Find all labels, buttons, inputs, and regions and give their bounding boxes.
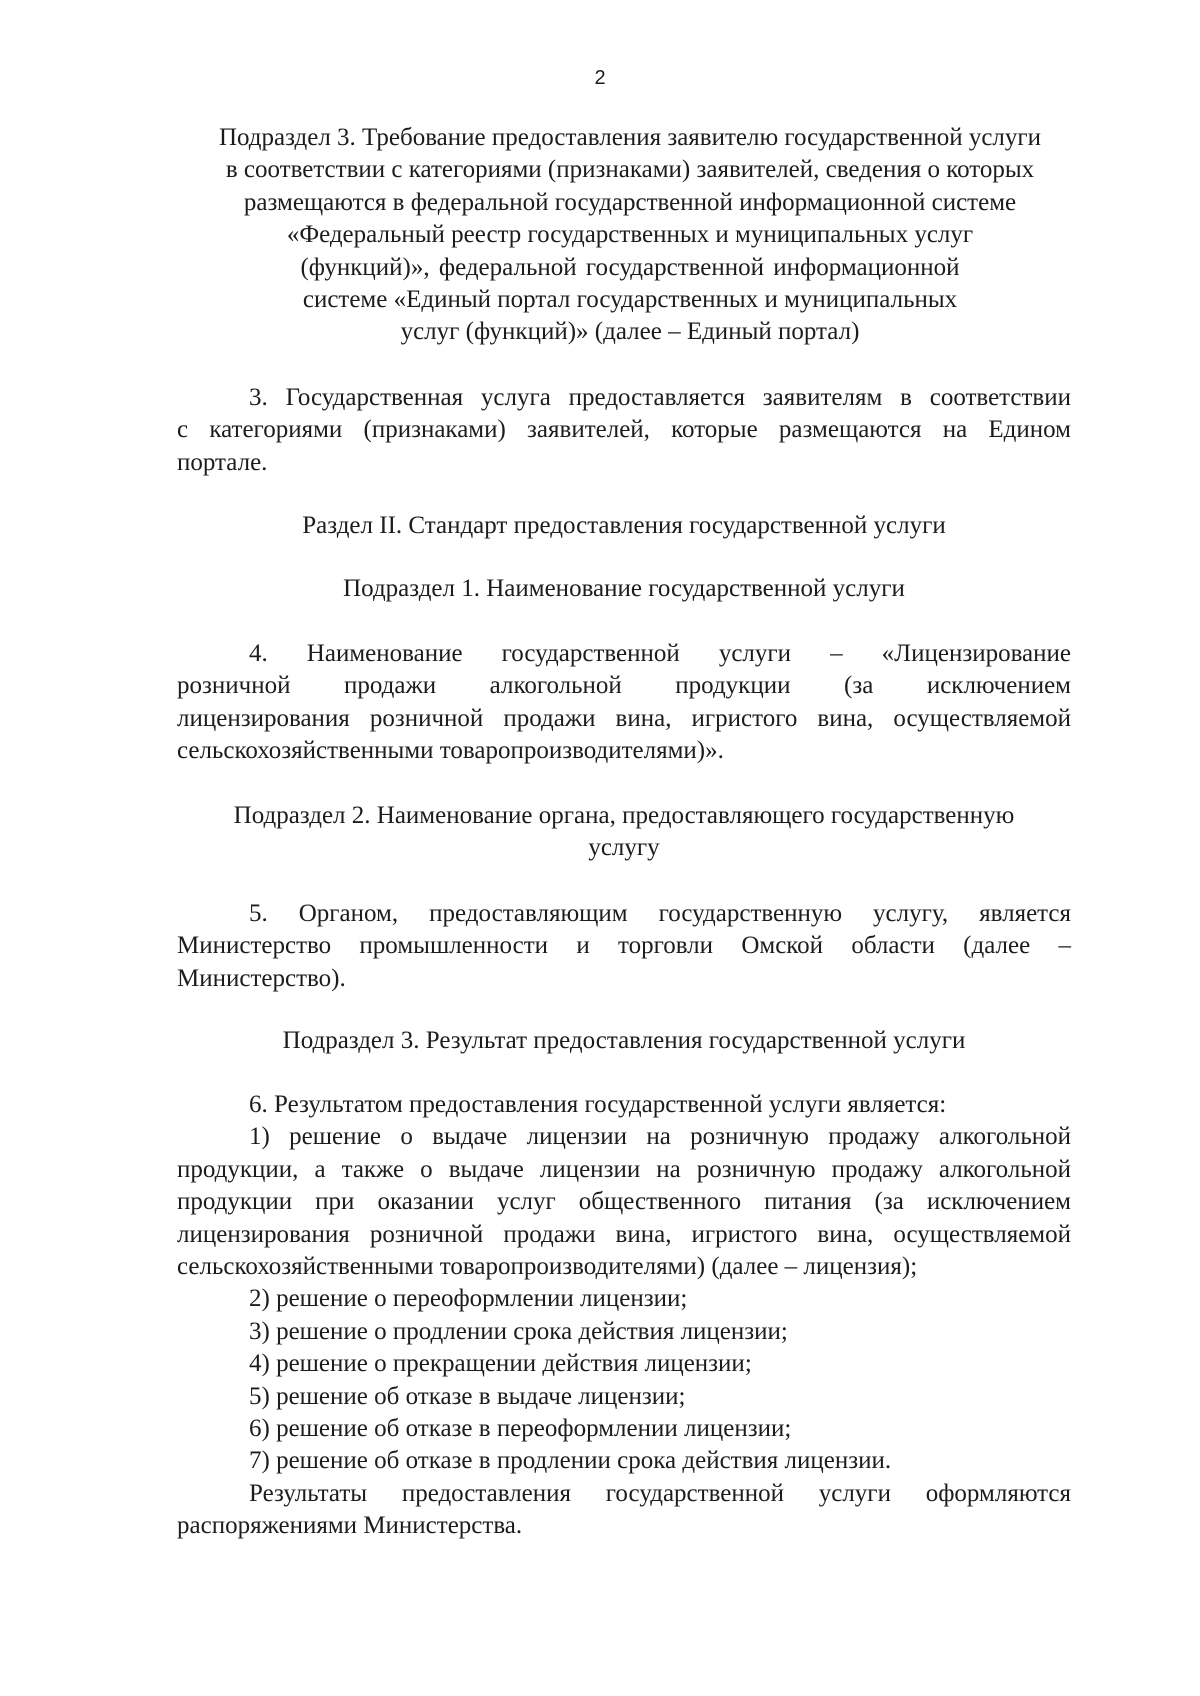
heading-line: в соответствии с категориями (признаками) заявителей, сведения о которых: [225, 156, 1035, 184]
list-item-line: лицензирования розничной продажи вина, игристого вина, осуществляемой: [177, 1220, 1071, 1248]
list-item: 3) решение о продлении срока действия лицензии;: [249, 1317, 788, 1345]
section-2-heading: Раздел II. Стандарт предоставления государственной услуги: [302, 512, 946, 539]
page-number: 2: [594, 67, 606, 89]
subsection-3-result-heading: Подраздел 3. Результат предоставления государственной услуги: [282, 1027, 966, 1054]
paragraph-item-6: [177, 1089, 1071, 1543]
list-item-line: 1) решение о выдаче лицензии на розничную продажу алкогольной: [249, 1123, 1071, 1151]
paragraph-item-5: [177, 898, 1071, 995]
list-item: 5) решение об отказе в выдаче лицензии;: [249, 1382, 686, 1410]
list-item: 4) решение о прекращении действия лицензии;: [249, 1350, 752, 1378]
paragraph-item-3: [177, 382, 1071, 479]
paragraph-line: 5. Органом, предоставляющим государственную услугу, является: [249, 900, 1071, 927]
paragraph-line: лицензирования розничной продажи вина, игристого вина, осуществляемой: [177, 704, 1071, 732]
conclusion-line: Результаты предоставления государственной услуги оформляются: [249, 1479, 1071, 1507]
heading-line: системе «Единый портал государственных и муниципальных: [302, 286, 958, 314]
list-item: 2) решение о переоформлении лицензии;: [249, 1285, 688, 1313]
paragraph-line: Министерство промышленности и торговли Омской области (далее –: [177, 932, 1071, 960]
subsection-1-heading: Подраздел 1. Наименование государственной услуги: [343, 575, 905, 602]
heading-line: размещаются в федеральной государственной информационной системе: [243, 188, 1017, 216]
paragraph-line: 3. Государственная услуга предоставляется заявителям в соответствии: [249, 384, 1071, 411]
subsection-2-heading: [177, 800, 1071, 865]
paragraph-line: Министерство).: [177, 964, 346, 992]
heading-line: Подраздел 3. Требование предоставления заявителю государственной услуги: [218, 124, 1042, 151]
heading-line: услуг (функций)» (далее – Единый портал): [400, 318, 860, 346]
conclusion-line: распоряжениями Министерства.: [177, 1512, 523, 1540]
paragraph-line: с категориями (признаками) заявителей, которые размещаются на Едином: [177, 416, 1071, 444]
heading-line: «Федеральный реестр государственных и муниципальных услуг: [286, 221, 974, 249]
list-item: 6) решение об отказе в переоформлении лицензии;: [249, 1415, 792, 1443]
list-item-line: сельскохозяйственными товаропроизводителями) (далее – лицензия);: [177, 1253, 918, 1281]
heading-line: услугу: [588, 834, 660, 862]
list-item: 7) решение об отказе в продлении срока действия лицензии.: [249, 1447, 892, 1475]
heading-line: (функций)», федеральной государственной информационной: [300, 253, 960, 281]
paragraph-line: сельскохозяйственными товаропроизводителями)».: [177, 737, 724, 765]
paragraph-line: 4. Наименование государственной услуги – «Лицензирование: [249, 640, 1071, 667]
paragraph-item-4: [177, 638, 1071, 768]
paragraph-line: розничной продажи алкогольной продукции (за исключением: [177, 672, 1071, 700]
list-item-line: продукции, а также о выдаче лицензии на розничную продажу алкогольной: [177, 1155, 1071, 1183]
heading-line: Подраздел 2. Наименование органа, предоставляющего государственную: [233, 802, 1015, 829]
paragraph-line: 6. Результатом предоставления государственной услуги является:: [249, 1091, 947, 1118]
subsection-3-heading: [170, 122, 1090, 349]
list-item-line: продукции при оказании услуг общественного питания (за исключением: [177, 1188, 1071, 1216]
paragraph-line: портале.: [177, 448, 268, 476]
